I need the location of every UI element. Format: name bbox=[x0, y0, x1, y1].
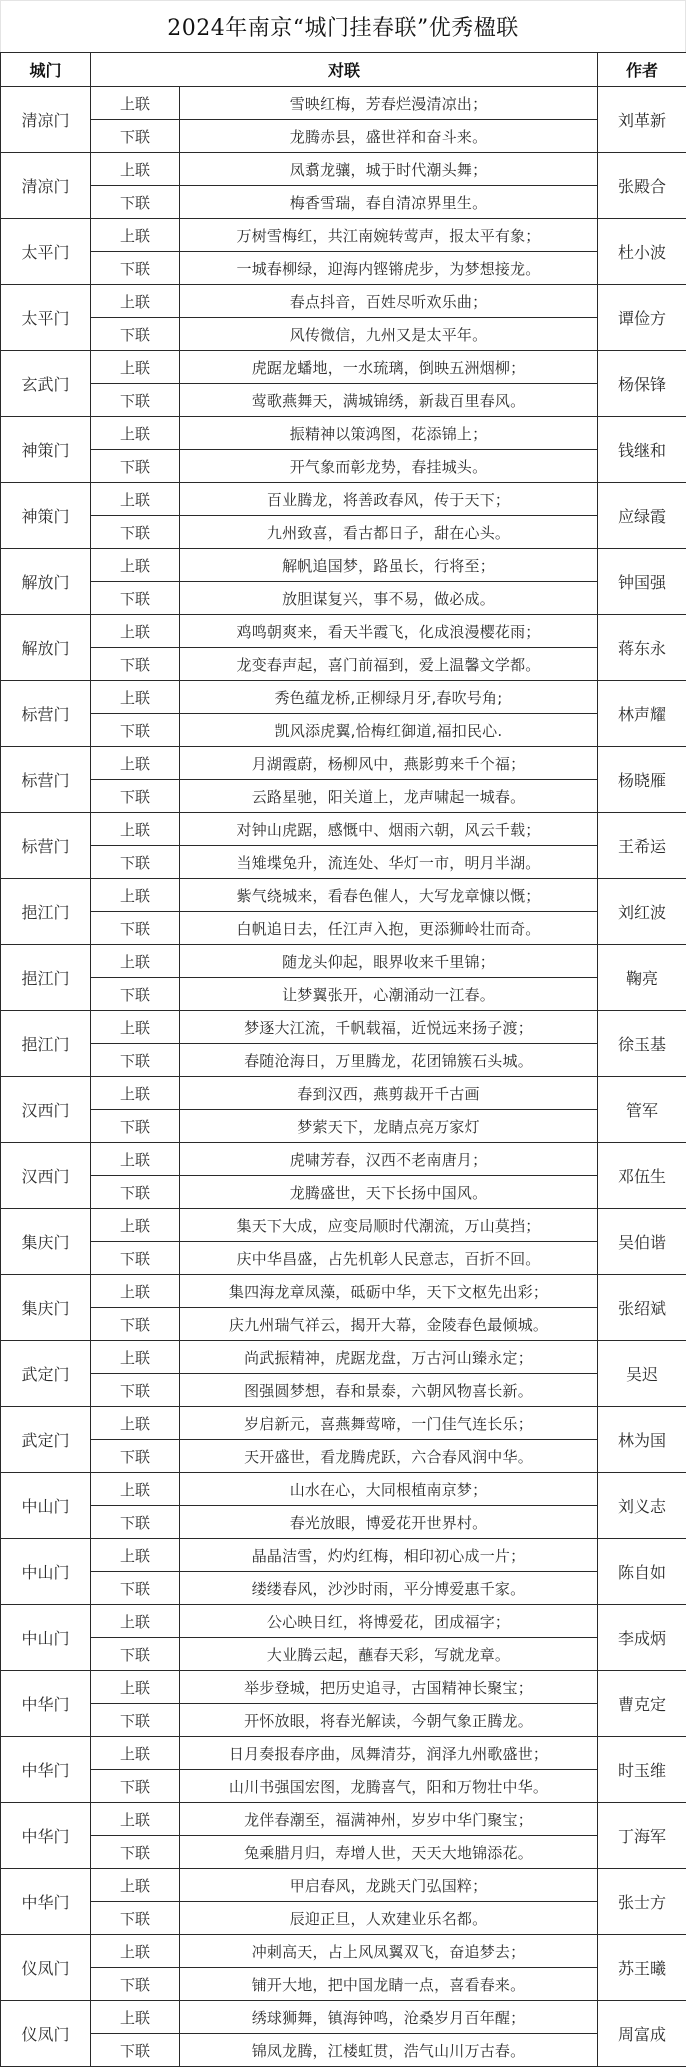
upper-couplet: 随龙头仰起，眼界收来千里锦； bbox=[180, 945, 598, 978]
upper-label: 上联 bbox=[91, 483, 180, 516]
author-name: 应绿霞 bbox=[598, 483, 686, 549]
table-row bbox=[1, 1605, 686, 1638]
table-row bbox=[1, 252, 686, 285]
gate-name: 中华门 bbox=[1, 1803, 91, 1869]
table-row bbox=[1, 648, 686, 681]
lower-couplet: 图强圆梦想，春和景泰，六朝风物喜长新。 bbox=[180, 1374, 598, 1407]
table-row bbox=[1, 615, 686, 648]
author-name: 张绍斌 bbox=[598, 1275, 686, 1341]
lower-couplet: 云路星驰，阳关道上，龙声啸起一城春。 bbox=[180, 780, 598, 813]
lower-couplet: 莺歌燕舞天，满城锦绣，新裁百里春风。 bbox=[180, 384, 598, 417]
upper-label: 上联 bbox=[91, 1407, 180, 1440]
lower-label: 下联 bbox=[91, 384, 180, 417]
lower-label: 下联 bbox=[91, 1506, 180, 1539]
lower-couplet: 缕缕春风，沙沙时雨，平分博爱惠千家。 bbox=[180, 1572, 598, 1605]
lower-label: 下联 bbox=[91, 1572, 180, 1605]
upper-couplet: 解帆追国梦，路虽长，行将至； bbox=[180, 549, 598, 582]
upper-couplet: 举步登城，把历史追寻，古国精神长聚宝； bbox=[180, 1671, 598, 1704]
gate-name: 标营门 bbox=[1, 747, 91, 813]
upper-couplet: 冲刺高天，占上风凤翼双飞，奋追梦去； bbox=[180, 1935, 598, 1968]
author-name: 吴迟 bbox=[598, 1341, 686, 1407]
gate-name: 汉西门 bbox=[1, 1077, 91, 1143]
table-row bbox=[1, 318, 686, 351]
table-row bbox=[1, 285, 686, 318]
lower-couplet: 天开盛世，看龙腾虎跃，六合春风润中华。 bbox=[180, 1440, 598, 1473]
table-row bbox=[1, 846, 686, 879]
upper-couplet: 山水在心，大同根植南京梦； bbox=[180, 1473, 598, 1506]
upper-label: 上联 bbox=[91, 153, 180, 186]
author-name: 邓伍生 bbox=[598, 1143, 686, 1209]
table-row bbox=[1, 1473, 686, 1506]
upper-label: 上联 bbox=[91, 1539, 180, 1572]
upper-couplet: 春点抖音，百姓尽听欢乐曲； bbox=[180, 285, 598, 318]
upper-couplet: 岁启新元，喜燕舞莺啼，一门佳气连长乐； bbox=[180, 1407, 598, 1440]
upper-couplet: 雪映红梅，芳春烂漫清凉出； bbox=[180, 87, 598, 120]
upper-couplet: 月湖霞蔚，杨柳风中，燕影剪来千个福； bbox=[180, 747, 598, 780]
gate-name: 中华门 bbox=[1, 1869, 91, 1935]
lower-label: 下联 bbox=[91, 1638, 180, 1671]
upper-label: 上联 bbox=[91, 1143, 180, 1176]
author-name: 时玉维 bbox=[598, 1737, 686, 1803]
upper-couplet: 虎踞龙蟠地，一水琉璃，倒映五洲烟柳； bbox=[180, 351, 598, 384]
upper-label: 上联 bbox=[91, 1209, 180, 1242]
table-row bbox=[1, 1110, 686, 1143]
lower-label: 下联 bbox=[91, 1110, 180, 1143]
table-row bbox=[1, 2034, 686, 2067]
upper-couplet: 虎啸芳春，汉西不老南唐月； bbox=[180, 1143, 598, 1176]
lower-label: 下联 bbox=[91, 450, 180, 483]
gate-name: 神策门 bbox=[1, 483, 91, 549]
lower-label: 下联 bbox=[91, 1836, 180, 1869]
lower-couplet: 放胆谋复兴，事不易，做必成。 bbox=[180, 582, 598, 615]
upper-couplet: 对钟山虎踞，感慨中、烟雨六朝，风云千载； bbox=[180, 813, 598, 846]
upper-couplet: 日月奏报春序曲，凤舞清芬，润泽九州歌盛世； bbox=[180, 1737, 598, 1770]
author-name: 苏王曦 bbox=[598, 1935, 686, 2001]
upper-label: 上联 bbox=[91, 1869, 180, 1902]
gate-name: 仪凤门 bbox=[1, 2001, 91, 2067]
table-row bbox=[1, 1737, 686, 1770]
author-name: 徐玉基 bbox=[598, 1011, 686, 1077]
author-name: 杨晓雁 bbox=[598, 747, 686, 813]
lower-couplet: 九州致喜，看古都日子，甜在心头。 bbox=[180, 516, 598, 549]
gate-name: 中山门 bbox=[1, 1473, 91, 1539]
table-row bbox=[1, 450, 686, 483]
author-name: 陈自如 bbox=[598, 1539, 686, 1605]
author-name: 管军 bbox=[598, 1077, 686, 1143]
author-name: 张士方 bbox=[598, 1869, 686, 1935]
table-row bbox=[1, 1275, 686, 1308]
gate-name: 中山门 bbox=[1, 1605, 91, 1671]
upper-label: 上联 bbox=[91, 1803, 180, 1836]
author-name: 鞠亮 bbox=[598, 945, 686, 1011]
upper-couplet: 龙伴春潮至，福满神州，岁岁中华门聚宝； bbox=[180, 1803, 598, 1836]
upper-label: 上联 bbox=[91, 1737, 180, 1770]
lower-label: 下联 bbox=[91, 1968, 180, 2001]
table-row bbox=[1, 516, 686, 549]
table-row bbox=[1, 1374, 686, 1407]
gate-name: 中华门 bbox=[1, 1671, 91, 1737]
author-name: 曹克定 bbox=[598, 1671, 686, 1737]
table-row bbox=[1, 1803, 686, 1836]
table-row bbox=[1, 1341, 686, 1374]
gate-name: 清凉门 bbox=[1, 87, 91, 153]
table-row bbox=[1, 1308, 686, 1341]
table-row bbox=[1, 780, 686, 813]
lower-label: 下联 bbox=[91, 252, 180, 285]
lower-couplet: 一城春柳绿，迎海内铿锵虎步，为梦想接龙。 bbox=[180, 252, 598, 285]
author-name: 刘义志 bbox=[598, 1473, 686, 1539]
table-row bbox=[1, 747, 686, 780]
author-name: 吴伯谐 bbox=[598, 1209, 686, 1275]
upper-label: 上联 bbox=[91, 945, 180, 978]
table-row bbox=[1, 1572, 686, 1605]
author-name: 林声耀 bbox=[598, 681, 686, 747]
lower-couplet: 风传微信，九州又是太平年。 bbox=[180, 318, 598, 351]
couplet-table bbox=[0, 52, 686, 2067]
lower-label: 下联 bbox=[91, 714, 180, 747]
lower-couplet: 凯风添虎翼,恰梅红御道,福扣民心. bbox=[180, 714, 598, 747]
lower-label: 下联 bbox=[91, 1176, 180, 1209]
lower-couplet: 白帆追日去，任江声入抱，更添狮岭壮而奇。 bbox=[180, 912, 598, 945]
lower-label: 下联 bbox=[91, 648, 180, 681]
lower-couplet: 铺开大地，把中国龙睛一点，喜看春来。 bbox=[180, 1968, 598, 2001]
author-name: 蒋东永 bbox=[598, 615, 686, 681]
upper-label: 上联 bbox=[91, 219, 180, 252]
upper-couplet: 鸡鸣朝爽来，看天半霞飞，化成浪漫樱花雨； bbox=[180, 615, 598, 648]
table-row bbox=[1, 1671, 686, 1704]
author-name: 周富成 bbox=[598, 2001, 686, 2067]
upper-label: 上联 bbox=[91, 351, 180, 384]
lower-couplet: 锦凤龙腾，江楼虹贯，浩气山川万古春。 bbox=[180, 2034, 598, 2067]
table-row bbox=[1, 1209, 686, 1242]
lower-label: 下联 bbox=[91, 186, 180, 219]
upper-label: 上联 bbox=[91, 2001, 180, 2034]
gate-name: 武定门 bbox=[1, 1341, 91, 1407]
lower-label: 下联 bbox=[91, 318, 180, 351]
lower-label: 下联 bbox=[91, 1308, 180, 1341]
table-row bbox=[1, 1440, 686, 1473]
table-header-row bbox=[1, 53, 686, 87]
header-gate: 城门 bbox=[1, 53, 91, 87]
upper-couplet: 梦逐大江流，千帆载福，近悦远来扬子渡； bbox=[180, 1011, 598, 1044]
upper-label: 上联 bbox=[91, 615, 180, 648]
lower-couplet: 兔乘腊月归，寿增人世，天天大地锦添花。 bbox=[180, 1836, 598, 1869]
lower-label: 下联 bbox=[91, 1242, 180, 1275]
table-row bbox=[1, 1506, 686, 1539]
table-row bbox=[1, 384, 686, 417]
table-row bbox=[1, 153, 686, 186]
table-row bbox=[1, 813, 686, 846]
table-row bbox=[1, 483, 686, 516]
gate-name: 挹江门 bbox=[1, 879, 91, 945]
upper-couplet: 紫气绕城来，看春色催人，大写龙章慷以慨； bbox=[180, 879, 598, 912]
table-row bbox=[1, 1077, 686, 1110]
table-row bbox=[1, 1968, 686, 2001]
lower-label: 下联 bbox=[91, 846, 180, 879]
table-row bbox=[1, 1869, 686, 1902]
lower-label: 下联 bbox=[91, 1770, 180, 1803]
author-name: 杨保锋 bbox=[598, 351, 686, 417]
upper-label: 上联 bbox=[91, 1671, 180, 1704]
lower-couplet: 让梦翼张开，心潮涌动一江春。 bbox=[180, 978, 598, 1011]
table-row bbox=[1, 1638, 686, 1671]
upper-couplet: 绣球狮舞，镇海钟鸣，沧桑岁月百年醒； bbox=[180, 2001, 598, 2034]
lower-label: 下联 bbox=[91, 120, 180, 153]
upper-label: 上联 bbox=[91, 417, 180, 450]
gate-name: 太平门 bbox=[1, 285, 91, 351]
gate-name: 清凉门 bbox=[1, 153, 91, 219]
table-row bbox=[1, 1902, 686, 1935]
gate-name: 挹江门 bbox=[1, 945, 91, 1011]
author-name: 李成炳 bbox=[598, 1605, 686, 1671]
lower-label: 下联 bbox=[91, 780, 180, 813]
upper-couplet: 秀色蕴龙桥,正柳绿月牙,春吹号角; bbox=[180, 681, 598, 714]
table-row bbox=[1, 1935, 686, 1968]
gate-name: 汉西门 bbox=[1, 1143, 91, 1209]
lower-couplet: 庆中华昌盛，占先机彰人民意志，百折不回。 bbox=[180, 1242, 598, 1275]
gate-name: 中华门 bbox=[1, 1737, 91, 1803]
gate-name: 标营门 bbox=[1, 681, 91, 747]
upper-label: 上联 bbox=[91, 879, 180, 912]
gate-name: 神策门 bbox=[1, 417, 91, 483]
lower-couplet: 梅香雪瑞，春自清凉界里生。 bbox=[180, 186, 598, 219]
table-row bbox=[1, 582, 686, 615]
gate-name: 太平门 bbox=[1, 219, 91, 285]
upper-label: 上联 bbox=[91, 549, 180, 582]
author-name: 王希运 bbox=[598, 813, 686, 879]
upper-couplet: 晶晶洁雪，灼灼红梅，相印初心成一片； bbox=[180, 1539, 598, 1572]
table-row bbox=[1, 417, 686, 450]
table-row bbox=[1, 186, 686, 219]
lower-couplet: 当雉堞兔升，流连处、华灯一市，明月半湖。 bbox=[180, 846, 598, 879]
lower-label: 下联 bbox=[91, 1902, 180, 1935]
upper-label: 上联 bbox=[91, 813, 180, 846]
upper-couplet: 公心映日红，将博爱花，团成福字； bbox=[180, 1605, 598, 1638]
author-name: 刘红波 bbox=[598, 879, 686, 945]
table-row bbox=[1, 1242, 686, 1275]
lower-couplet: 龙腾赤县，盛世祥和奋斗来。 bbox=[180, 120, 598, 153]
lower-label: 下联 bbox=[91, 978, 180, 1011]
lower-couplet: 山川书强国宏图，龙腾喜气，阳和万物壮中华。 bbox=[180, 1770, 598, 1803]
upper-label: 上联 bbox=[91, 1011, 180, 1044]
table-row bbox=[1, 1011, 686, 1044]
upper-couplet: 甲启春风，龙跳天门弘国粹； bbox=[180, 1869, 598, 1902]
lower-label: 下联 bbox=[91, 2034, 180, 2067]
upper-label: 上联 bbox=[91, 1341, 180, 1374]
header-author: 作者 bbox=[598, 53, 686, 87]
table-row bbox=[1, 945, 686, 978]
table-row bbox=[1, 1176, 686, 1209]
upper-couplet: 集天下大成，应变局顺时代潮流，万山莫挡； bbox=[180, 1209, 598, 1242]
author-name: 张殿合 bbox=[598, 153, 686, 219]
gate-name: 玄武门 bbox=[1, 351, 91, 417]
lower-couplet: 开气象而彰龙势，春挂城头。 bbox=[180, 450, 598, 483]
table-row bbox=[1, 87, 686, 120]
lower-label: 下联 bbox=[91, 582, 180, 615]
lower-label: 下联 bbox=[91, 1704, 180, 1737]
table-row bbox=[1, 714, 686, 747]
lower-label: 下联 bbox=[91, 912, 180, 945]
table-body bbox=[1, 87, 686, 2067]
gate-name: 集庆门 bbox=[1, 1209, 91, 1275]
table-row bbox=[1, 549, 686, 582]
lower-couplet: 龙变春声起，喜门前福到，爱上温馨文学都。 bbox=[180, 648, 598, 681]
lower-couplet: 大业腾云起，蘸春天彩，写就龙章。 bbox=[180, 1638, 598, 1671]
document-title: 2024年南京“城门挂春联”优秀楹联 bbox=[0, 0, 686, 52]
lower-couplet: 庆九州瑞气祥云，揭开大幕，金陵春色最倾城。 bbox=[180, 1308, 598, 1341]
gate-name: 标营门 bbox=[1, 813, 91, 879]
lower-couplet: 梦萦天下，龙睛点亮万家灯 bbox=[180, 1110, 598, 1143]
table-row bbox=[1, 1836, 686, 1869]
table-row bbox=[1, 1770, 686, 1803]
upper-couplet: 振精神以策鸿图，花添锦上； bbox=[180, 417, 598, 450]
upper-label: 上联 bbox=[91, 1605, 180, 1638]
upper-label: 上联 bbox=[91, 1473, 180, 1506]
gate-name: 挹江门 bbox=[1, 1011, 91, 1077]
table-row bbox=[1, 978, 686, 1011]
upper-label: 上联 bbox=[91, 285, 180, 318]
author-name: 钱继和 bbox=[598, 417, 686, 483]
table-row bbox=[1, 219, 686, 252]
table-row bbox=[1, 681, 686, 714]
lower-couplet: 春光放眼，博爱花开世界村。 bbox=[180, 1506, 598, 1539]
table-row bbox=[1, 351, 686, 384]
table-row bbox=[1, 1143, 686, 1176]
gate-name: 仪凤门 bbox=[1, 1935, 91, 2001]
upper-couplet: 万树雪梅红，共江南婉转莺声，报太平有象； bbox=[180, 219, 598, 252]
upper-label: 上联 bbox=[91, 681, 180, 714]
lower-label: 下联 bbox=[91, 1440, 180, 1473]
upper-couplet: 百业腾龙，将善政春风，传于天下； bbox=[180, 483, 598, 516]
author-name: 谭俭方 bbox=[598, 285, 686, 351]
upper-couplet: 春到汉西，燕剪裁开千古画 bbox=[180, 1077, 598, 1110]
author-name: 林为国 bbox=[598, 1407, 686, 1473]
lower-couplet: 开怀放眼，将春光解读，今朝气象正腾龙。 bbox=[180, 1704, 598, 1737]
header-couplet: 对联 bbox=[91, 53, 598, 87]
table-row bbox=[1, 912, 686, 945]
gate-name: 集庆门 bbox=[1, 1275, 91, 1341]
upper-label: 上联 bbox=[91, 1077, 180, 1110]
gate-name: 解放门 bbox=[1, 615, 91, 681]
lower-label: 下联 bbox=[91, 1374, 180, 1407]
gate-name: 中山门 bbox=[1, 1539, 91, 1605]
lower-label: 下联 bbox=[91, 1044, 180, 1077]
table-row bbox=[1, 1044, 686, 1077]
upper-label: 上联 bbox=[91, 1275, 180, 1308]
table-row bbox=[1, 1407, 686, 1440]
gate-name: 武定门 bbox=[1, 1407, 91, 1473]
author-name: 丁海军 bbox=[598, 1803, 686, 1869]
author-name: 杜小波 bbox=[598, 219, 686, 285]
table-row bbox=[1, 1539, 686, 1572]
upper-couplet: 集四海龙章凤藻，砥砺中华，天下文枢先出彩； bbox=[180, 1275, 598, 1308]
author-name: 刘革新 bbox=[598, 87, 686, 153]
lower-label: 下联 bbox=[91, 516, 180, 549]
table-row bbox=[1, 2001, 686, 2034]
table-row bbox=[1, 120, 686, 153]
upper-label: 上联 bbox=[91, 1935, 180, 1968]
upper-couplet: 凤翥龙骧，城于时代潮头舞； bbox=[180, 153, 598, 186]
table-row bbox=[1, 879, 686, 912]
upper-couplet: 尚武振精神，虎踞龙盘，万古河山臻永定； bbox=[180, 1341, 598, 1374]
upper-label: 上联 bbox=[91, 87, 180, 120]
gate-name: 解放门 bbox=[1, 549, 91, 615]
author-name: 钟国强 bbox=[598, 549, 686, 615]
lower-couplet: 辰迎正旦，人欢建业乐名都。 bbox=[180, 1902, 598, 1935]
lower-couplet: 龙腾盛世，天下长扬中国风。 bbox=[180, 1176, 598, 1209]
upper-label: 上联 bbox=[91, 747, 180, 780]
table-row bbox=[1, 1704, 686, 1737]
lower-couplet: 春随沧海日，万里腾龙，花团锦簇石头城。 bbox=[180, 1044, 598, 1077]
